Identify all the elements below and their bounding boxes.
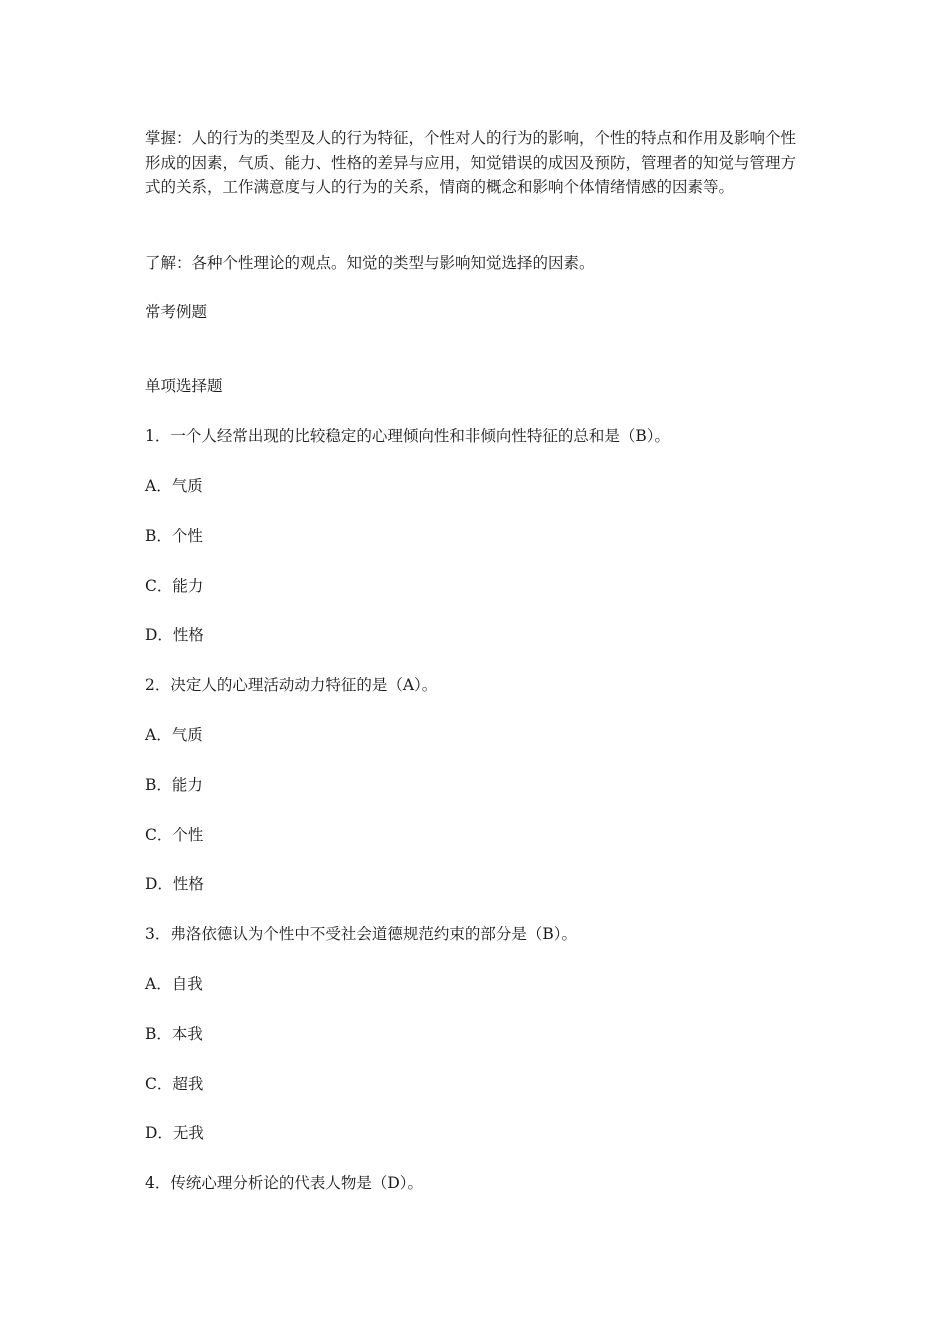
question-1-option-c: C．能力	[145, 577, 204, 595]
question-1-option-a: A．气质	[145, 477, 203, 495]
question-3-stem: 3．弗洛依德认为个性中不受社会道德规范约束的部分是（B）。	[145, 925, 578, 943]
master-paragraph: 掌握：人的行为的类型及人的行为特征，个性对人的行为的影响，个性的特点和作用及影响个性形成的因素，气质、能力、性格的差异与应用，知觉错误的成因及预防，管理者的知觉与管理方式的关系，工作满意度与人的行为的关系，情商的概念和影响个体情绪情感的因素等。	[145, 129, 797, 196]
question-2-option-a: A．气质	[145, 726, 203, 744]
question-4-stem: 4．传统心理分析论的代表人物是（D）。	[145, 1174, 424, 1192]
section-heading: 单项选择题	[145, 377, 223, 395]
question-1-option-d: D．性格	[145, 626, 204, 644]
question-3-option-c: C．超我	[145, 1075, 204, 1093]
question-3-option-d: D．无我	[145, 1124, 204, 1142]
question-2-option-b: B．能力	[145, 776, 203, 794]
understand-paragraph: 了解：各种个性理论的观点。知觉的类型与影响知觉选择的因素。	[145, 254, 595, 272]
question-3-option-b: B．本我	[145, 1025, 203, 1043]
question-1-stem: 1．一个人经常出现的比较稳定的心理倾向性和非倾向性特征的总和是（B）。	[145, 427, 671, 445]
question-3-option-a: A．自我	[145, 975, 203, 993]
question-2-stem: 2．决定人的心理活动动力特征的是（A）。	[145, 676, 438, 694]
question-2-option-c: C．个性	[145, 826, 204, 844]
examples-heading: 常考例题	[145, 303, 208, 321]
question-1-option-b: B．个性	[145, 527, 203, 545]
question-2-option-d: D．性格	[145, 875, 204, 893]
